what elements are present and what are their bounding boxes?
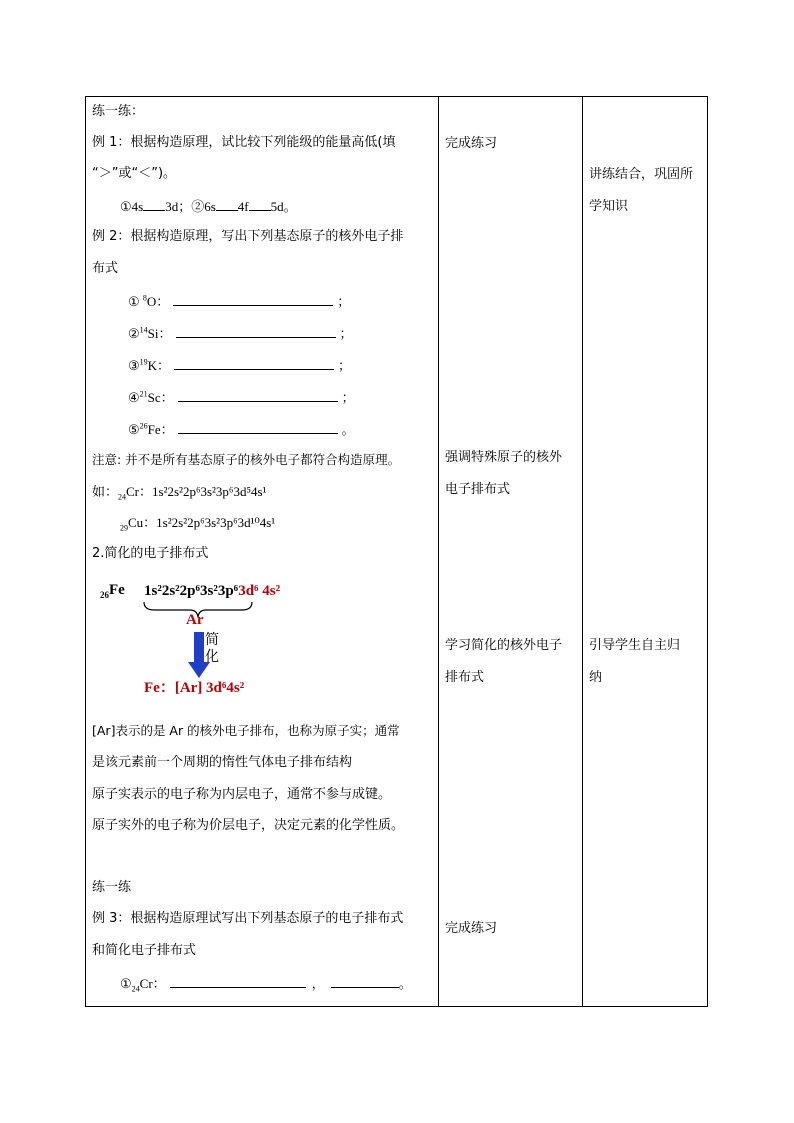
example2-item: ⑤$^{26}$Fe： 。 [128, 421, 355, 437]
simplified-result: Fe：[Ar] 3d⁶4s² [144, 680, 245, 696]
example2-item: ②$^{14}$Si： ； [128, 325, 353, 341]
paragraph-line: [Ar]表示的是 Ar 的核外电子排布，也称为原子实；通常 [92, 723, 400, 738]
answer-blank[interactable] [143, 198, 165, 211]
column-divider-1 [438, 97, 439, 1006]
answer-blank[interactable] [170, 975, 306, 988]
answer-blank[interactable] [178, 421, 338, 434]
paragraph-line: 原子实表示的电子称为内层电子，通常不参与成键。 [92, 787, 392, 802]
answer-blank[interactable] [176, 325, 336, 338]
activity-text: 排布式 [445, 670, 485, 685]
example2-item: ① $^8$O： ； [128, 293, 351, 309]
core-label: Ar [186, 612, 204, 628]
activity-text: 完成练习 [445, 921, 498, 936]
example2-item: ③$^{19}$K： ； [128, 357, 352, 373]
practice-heading: 练一练： [92, 104, 145, 119]
intent-text: 学知识 [589, 199, 629, 214]
example1-question: ①4s 3d；②6s 4f 5d。 [120, 199, 297, 214]
intent-text: 纳 [589, 670, 603, 685]
practice-heading-2: 练一练 [92, 880, 132, 895]
activity-text: 电子排布式 [445, 482, 511, 497]
example3-item: $①_{24}Cr$： ， 。 [120, 976, 412, 994]
note-text: 注意: 并不是所有基态原子的核外电子都符合构造原理。 [92, 452, 401, 467]
intent-text: 讲练结合，巩固所 [589, 167, 694, 182]
example1-line1: 例 1：根据构造原理，试比较下列能级的能量高低(填 [92, 135, 396, 150]
paragraph-line: 原子实外的电子称为价层电子，决定元素的化学性质。 [92, 818, 405, 833]
cu-config: $_{29}$Cu：1s²2s²2p⁶3s²3p⁶3d¹⁰4s¹ [120, 515, 276, 533]
activity-text: 学习简化的核外电子 [445, 638, 563, 653]
example2-line1: 例 2：根据构造原理，写出下列基态原子的核外电子排 [92, 229, 404, 244]
answer-blank[interactable] [216, 198, 238, 211]
answer-blank[interactable] [178, 389, 338, 402]
activity-text: 强调特殊原子的核外 [445, 450, 563, 465]
example2-line2: 布式 [92, 261, 119, 276]
answer-blank[interactable] [249, 198, 271, 211]
diagram-config: 1s²2s²2p⁶3s²3p⁶3d⁶ 4s² [144, 583, 281, 599]
activity-text: 完成练习 [445, 136, 498, 151]
intent-text: 引导学生自主归 [589, 638, 681, 653]
arrow-label-2: 化 [205, 649, 219, 665]
answer-blank[interactable] [173, 293, 333, 306]
section-title: 2.简化的电子排布式 [92, 546, 209, 561]
example1-line2: “＞”或“＜”)。 [92, 166, 177, 181]
example3-line1: 例 3：根据构造原理试写出下列基态原子的电子排布式 [92, 911, 404, 926]
diagram-element: $_{26}$Fe [100, 582, 125, 600]
example2-item: ④$^{21}$Sc： ； [128, 389, 355, 405]
arrow-label-1: 简 [205, 632, 219, 648]
answer-blank[interactable] [331, 975, 399, 988]
example3-line2: 和简化电子排布式 [92, 943, 197, 958]
cr-config: 如：$_{24}$Cr：1s²2s²2p⁶3s²3p⁶3d⁵4s¹ [92, 484, 267, 502]
column-divider-2 [582, 97, 583, 1006]
answer-blank[interactable] [174, 357, 334, 370]
paragraph-line: 是该元素前一个周期的惰性气体电子排布结构 [92, 755, 353, 770]
